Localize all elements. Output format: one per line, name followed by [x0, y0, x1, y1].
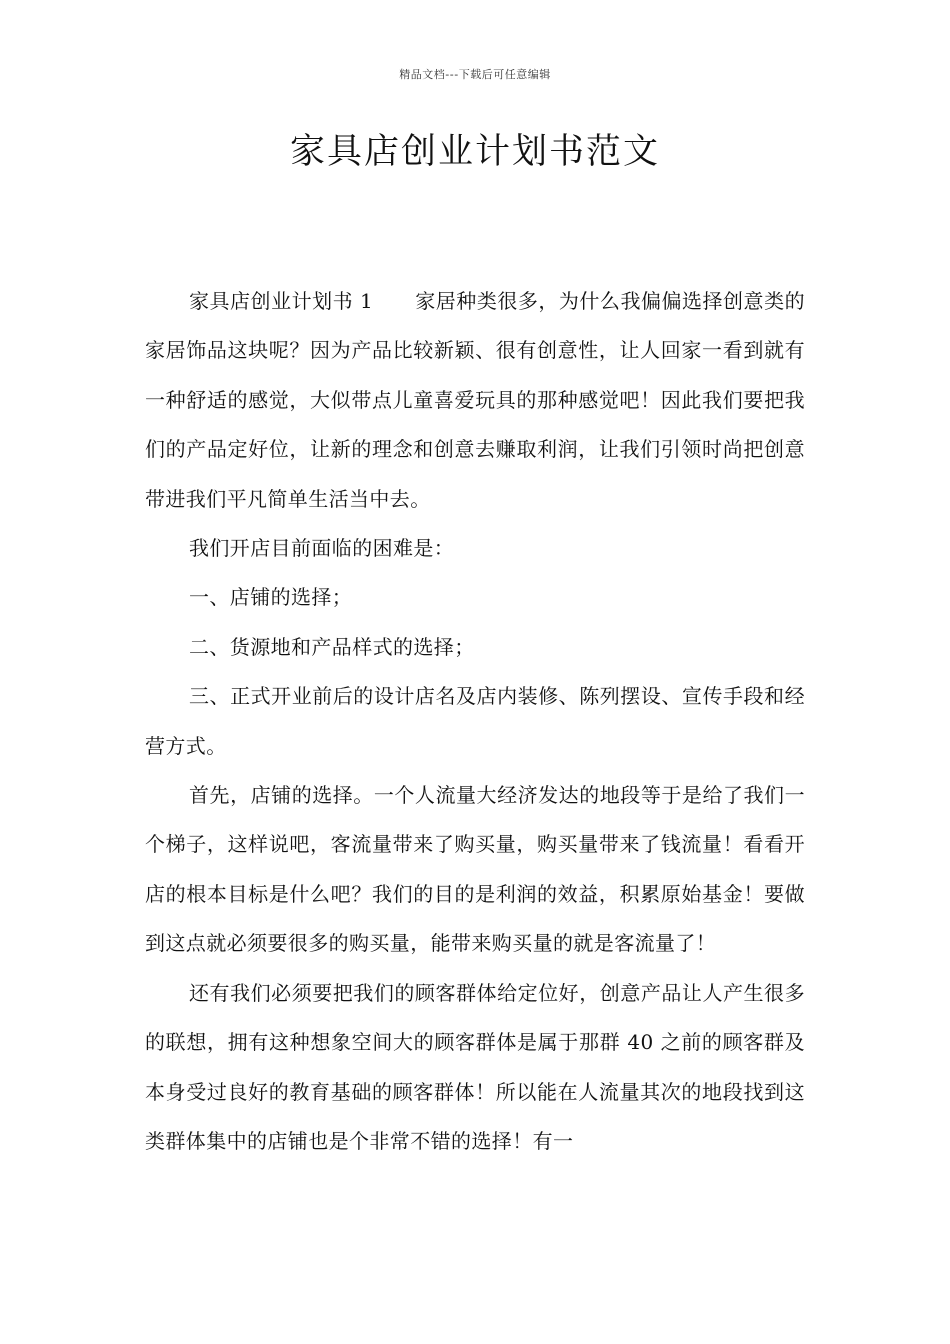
paragraph: 首先，店铺的选择。一个人流量大经济发达的地段等于是给了我们一个梯子，这样说吧，客流量带来了购买量，购买量带来了钱流量！看看开店的根本目标是什么吧？我们的目的是利润的效益，积累原始基金！要做到这点就必须要很多的购买量，能带来购买量的就是客流量了！ [145, 783, 805, 956]
paragraph: 二、货源地和产品样式的选择； [189, 634, 475, 659]
paragraph-intro [145, 277, 805, 524]
header-note: 精品文档---下载后可任意编辑 [399, 68, 551, 81]
document-title: 家具店创业计划书范文 [289, 132, 660, 172]
paragraph: 还有我们必须要把我们的顾客群体给定位好，创意产品让人产生很多的联想，拥有这种想象空间大的顾客群体是属于那群 40 之前的顾客群及本身受过良好的教育基础的顾客群体！所以能在人流量其次的地段找到这类群体集中的店铺也是个非常不错的选择！有一 [145, 980, 805, 1153]
document-body [145, 277, 805, 1166]
intro-label: 家具店创业计划书 1 [189, 289, 374, 313]
paragraph: 我们开店目前面临的困难是： [189, 536, 455, 561]
paragraph-text: 家居种类很多，为什么我偏偏选择创意类的家居饰品这块呢？因为产品比较新颖、很有创意性，让人回家一看到就有一种舒适的感觉，大似带点儿童喜爱玩具的那种感觉吧！因此我们要把我们的产品定好位，让新的理念和创意去赚取利润，让我们引领时尚把创意带进我们平凡简单生活当中去。 [145, 289, 805, 511]
paragraph: 三、正式开业前后的设计店名及店内装修、陈列摆设、宣传手段和经营方式。 [145, 684, 805, 758]
paragraph: 一、店铺的选择； [189, 585, 353, 610]
